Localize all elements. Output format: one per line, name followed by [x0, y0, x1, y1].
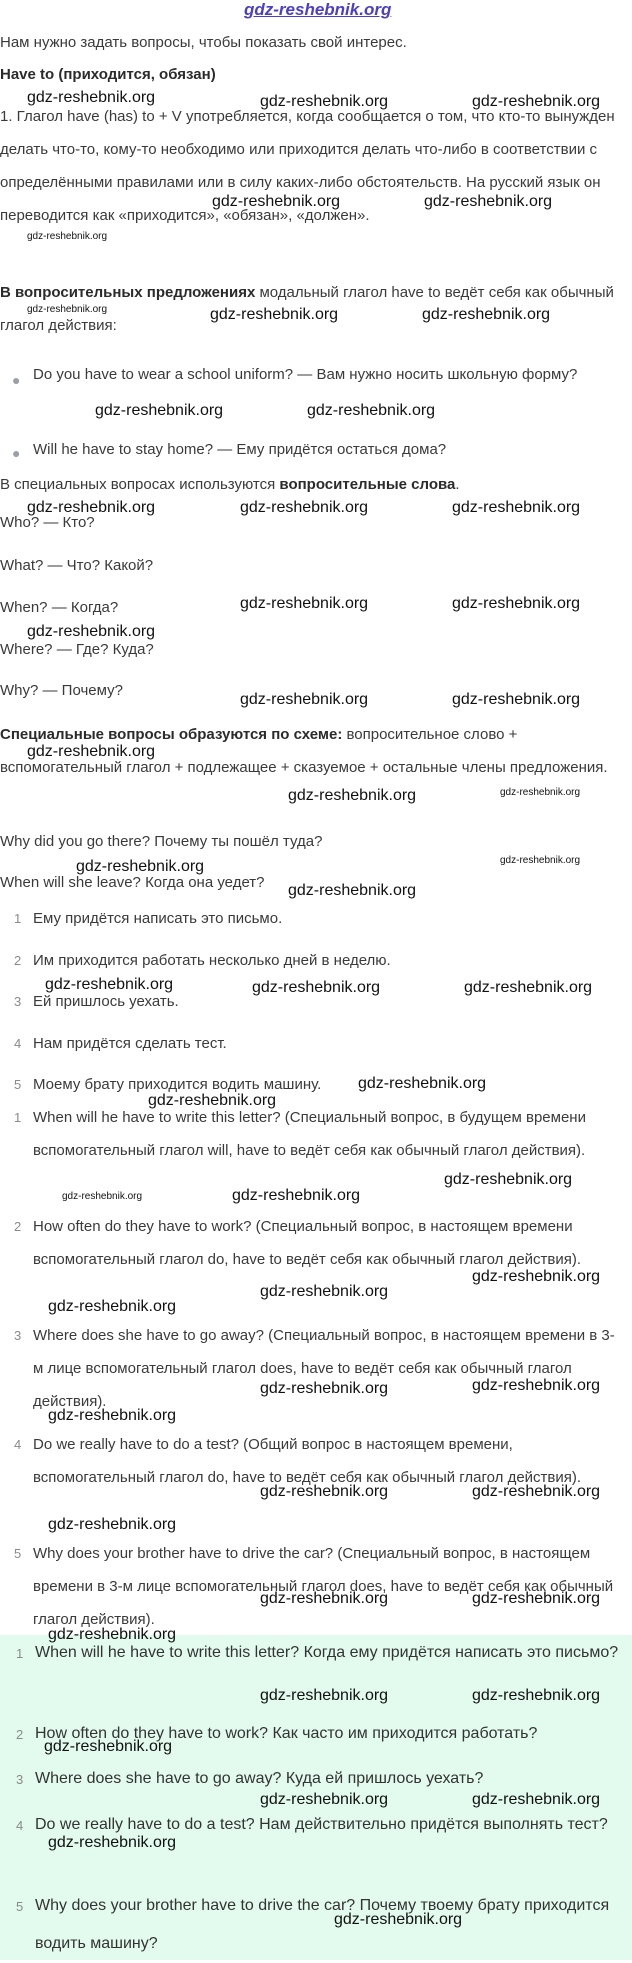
answer-number: 1 [16, 1646, 24, 1661]
watermark-text: gdz-reshebnik.org [288, 882, 417, 899]
task-number: 1 [14, 911, 22, 926]
have-to-heading: Have to (приходится, обязан) [0, 66, 216, 83]
watermark-text: gdz-reshebnik.org [500, 855, 581, 866]
watermark-text: gdz-reshebnik.org [27, 231, 108, 242]
watermark-text: gdz-reshebnik.org [464, 979, 593, 996]
answer-number: 2 [16, 1727, 24, 1742]
watermark-text: gdz-reshebnik.org [358, 1075, 487, 1092]
question-word: What? — Что? Какой? [0, 557, 154, 574]
watermark-text: gdz-reshebnik.org [48, 1834, 177, 1851]
watermark-text: gdz-reshebnik.org [212, 193, 341, 210]
example-sentence: Why did you go there? Почему ты пошёл туда? [0, 833, 323, 850]
bullet-item: Do you have to wear a school uniform? — Вам нужно носить школьную форму? [33, 366, 578, 383]
answer-number: 5 [16, 1899, 24, 1914]
task-item: Ей пришлось уехать. [33, 993, 179, 1010]
watermark-text: gdz-reshebnik.org [260, 1283, 389, 1300]
answer-number: 4 [16, 1818, 24, 1833]
watermark-text: gdz-reshebnik.org [27, 499, 156, 516]
bullet-dot: ● [12, 372, 21, 388]
scheme-rest: вопросительное слово + вспомогательный глагол + подлежащее + сказуемое + остальные члены предложения. [0, 726, 608, 776]
watermark-text: gdz-reshebnik.org [240, 691, 369, 708]
watermark-text: gdz-reshebnik.org [452, 595, 581, 612]
watermark-text: gdz-reshebnik.org [232, 1187, 361, 1204]
watermark-text: gdz-reshebnik.org [422, 306, 551, 323]
watermark-text: gdz-reshebnik.org [27, 304, 108, 315]
answer-item: How often do they have to work? Как часто им приходится работать? [35, 1725, 538, 1742]
watermark-text: gdz-reshebnik.org [260, 1483, 389, 1500]
question-word: Why? — Почему? [0, 682, 123, 699]
task-number: 4 [14, 1036, 22, 1051]
explanation-item: Do we really have to do a test? (Общий вопрос в настоящем времени, вспомогательный глагол do, have to ведёт себя как обычный глагол действия). [33, 1436, 582, 1486]
watermark-text: gdz-reshebnik.org [472, 1687, 601, 1704]
task-item: Им приходится работать несколько дней в неделю. [33, 952, 391, 969]
watermark-text: gdz-reshebnik.org [260, 1791, 389, 1808]
watermark-text: gdz-reshebnik.org [334, 1911, 463, 1928]
watermark-text: gdz-reshebnik.org [288, 787, 417, 804]
watermark-text: gdz-reshebnik.org [452, 499, 581, 516]
watermark-text: gdz-reshebnik.org [27, 89, 156, 106]
explanation-item: Why does your brother have to drive the car? (Специальный вопрос, в настоящем времени в 3-м лице вспомогательный глагол does, have to ведёт себя как обычный глагол действия). [33, 1545, 614, 1628]
special-prefix: В специальных вопросах используются [0, 476, 280, 493]
watermark-text: gdz-reshebnik.org [472, 93, 601, 110]
watermark-text: gdz-reshebnik.org [48, 1298, 177, 1315]
watermark-text: gdz-reshebnik.org [76, 858, 205, 875]
task-item: Ему придётся написать это письмо. [33, 910, 283, 927]
task-number: 2 [14, 953, 22, 968]
watermark-text: gdz-reshebnik.org [472, 1377, 601, 1394]
scheme-bold: Специальные вопросы образуются по схеме: [0, 726, 343, 743]
explanation-item: How often do they have to work? (Специальный вопрос, в настоящем времени вспомогательный глагол do, have to ведёт себя как обычный глагол действия). [33, 1218, 582, 1268]
watermark-text: gdz-reshebnik.org [210, 306, 339, 323]
watermark-text: gdz-reshebnik.org [48, 1407, 177, 1424]
interrogative-rest: модальный глагол have to ведёт себя как обычный глагол действия: [0, 284, 614, 334]
watermark-text: gdz-reshebnik.org [27, 623, 156, 640]
watermark-text: gdz-reshebnik.org [260, 1687, 389, 1704]
watermark-text: gdz-reshebnik.org [44, 1738, 173, 1755]
watermark-text: gdz-reshebnik.org [252, 979, 381, 996]
explanation-number: 5 [14, 1546, 22, 1561]
question-word: Where? — Где? Куда? [0, 641, 154, 658]
task-number: 3 [14, 994, 22, 1009]
bullet-item: Will he have to stay home? — Ему придётся остаться дома? [33, 441, 447, 458]
watermark-text: gdz-reshebnik.org [48, 1626, 177, 1643]
answer-item: Where does she have to go away? Куда ей пришлось уехать? [35, 1770, 484, 1787]
watermark-text: gdz-reshebnik.org [240, 499, 369, 516]
watermark-text: gdz-reshebnik.org [45, 976, 174, 993]
watermark-text: gdz-reshebnik.org [260, 1590, 389, 1607]
answer-number: 3 [16, 1772, 24, 1787]
rule-1-text: 1. Глагол have (has) to + V употребляется, когда сообщается о том, что кто-то вынужден делать что-то, кому-то необходимо или приходится делать что-либо в соответствии с определёнными правилами или в силу каких-либо обстоятельств. На русский язык он переводится как «приходится», «обязан», «должен». [0, 108, 615, 224]
interrogative-bold: В вопросительных предложениях [0, 284, 256, 301]
question-word: Who? — Кто? [0, 514, 95, 531]
answer-item: Why does your brother have to drive the car? Почему твоему брату приходится водить машину? [35, 1897, 610, 1952]
watermark-text: gdz-reshebnik.org [148, 1092, 277, 1109]
explanation-number: 2 [14, 1219, 22, 1234]
task-item: Нам придётся сделать тест. [33, 1035, 227, 1052]
task-item: Моему брату приходится водить машину. [33, 1076, 322, 1093]
site-logo-link[interactable]: gdz-reshebnik.org [244, 0, 392, 19]
watermark-text: gdz-reshebnik.org [472, 1590, 601, 1607]
special-bold: вопросительные слова [279, 476, 456, 493]
task-number: 5 [14, 1077, 22, 1092]
explanation-item: When will he have to write this letter? (Специальный вопрос, в будущем времени вспомогательный глагол will, have to ведёт себя как обычный глагол действия). [33, 1109, 586, 1159]
explanation-item: Where does she have to go away? (Специальный вопрос, в настоящем времени в 3-м лице вспомогательный глагол does, have to ведёт себя как обычный глагол действия). [33, 1327, 615, 1410]
watermark-text: gdz-reshebnik.org [62, 1191, 143, 1202]
watermark-text: gdz-reshebnik.org [95, 402, 224, 419]
watermark-text: gdz-reshebnik.org [452, 691, 581, 708]
watermark-text: gdz-reshebnik.org [472, 1268, 601, 1285]
special-suffix: . [455, 476, 460, 493]
explanation-number: 1 [14, 1110, 22, 1125]
watermark-text: gdz-reshebnik.org [472, 1483, 601, 1500]
special-questions-text [0, 468, 620, 501]
watermark-text: gdz-reshebnik.org [307, 402, 436, 419]
explanation-number: 3 [14, 1328, 22, 1343]
question-word: When? — Когда? [0, 599, 119, 616]
watermark-text: gdz-reshebnik.org [240, 595, 369, 612]
bullet-dot: ● [12, 445, 21, 461]
watermark-text: gdz-reshebnik.org [500, 787, 581, 798]
watermark-text: gdz-reshebnik.org [260, 1380, 389, 1397]
answer-item: Do we really have to do a test? Нам действительно придётся выполнять тест? [35, 1816, 608, 1833]
watermark-text: gdz-reshebnik.org [27, 743, 156, 760]
watermark-text: gdz-reshebnik.org [48, 1516, 177, 1533]
example-sentence: When will she leave? Когда она уедет? [0, 874, 265, 891]
answer-item: When will he have to write this letter? Когда ему придётся написать это письмо? [35, 1644, 619, 1661]
watermark-text: gdz-reshebnik.org [424, 193, 553, 210]
intro-text: Нам нужно задать вопросы, чтобы показать свой интерес. [0, 34, 407, 51]
watermark-text: gdz-reshebnik.org [444, 1171, 573, 1188]
watermark-text: gdz-reshebnik.org [472, 1791, 601, 1808]
explanation-number: 4 [14, 1437, 22, 1452]
watermark-text: gdz-reshebnik.org [260, 93, 389, 110]
